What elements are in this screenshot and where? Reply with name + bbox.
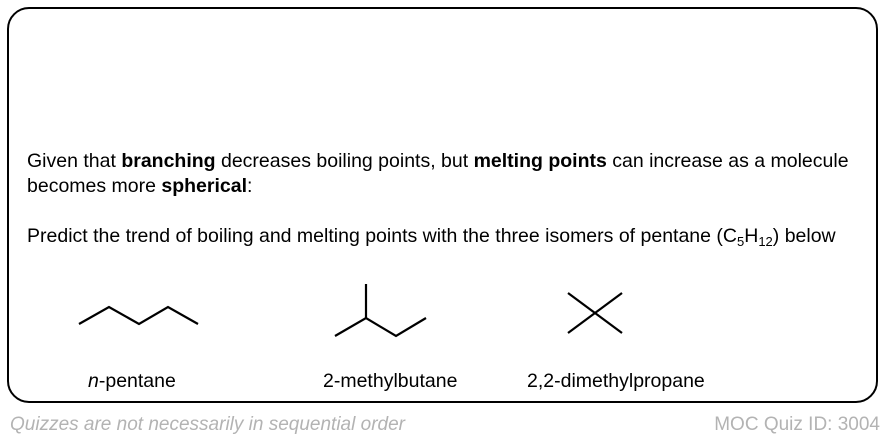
intro-text-1: Given that [27, 150, 122, 172]
intro-text-4: : [247, 175, 253, 197]
n-pentane-label [88, 370, 176, 393]
intro-bold-melting-points: melting points [473, 150, 607, 172]
prompt-text-1: Predict the trend of boiling and melting points with the three isomers of pentane (C [27, 225, 737, 247]
prompt-subscript-5: 5 [736, 234, 745, 249]
intro-text-3: can increase as a molecule becomes more [27, 150, 849, 197]
quiz-id: MOC Quiz ID: 3004 [714, 414, 880, 435]
intro-text-2: decreases boiling points, but [215, 150, 474, 172]
prompt-text-3: ) below [772, 225, 836, 247]
2-methylbutane-label: 2-methylbutane [323, 370, 458, 392]
intro-bold-spherical: spherical [161, 175, 248, 197]
n-prefix: n [88, 370, 99, 392]
footer-disclaimer: Quizzes are not necessarily in sequential order [10, 414, 405, 435]
pentane-suffix: -pentane [98, 370, 176, 392]
prompt-text-2: H [744, 225, 759, 247]
2-2-dimethylpropane-label: 2,2-dimethylpropane [527, 370, 705, 392]
prompt-subscript-12: 12 [758, 234, 773, 249]
intro-bold-branching: branching [121, 150, 216, 172]
